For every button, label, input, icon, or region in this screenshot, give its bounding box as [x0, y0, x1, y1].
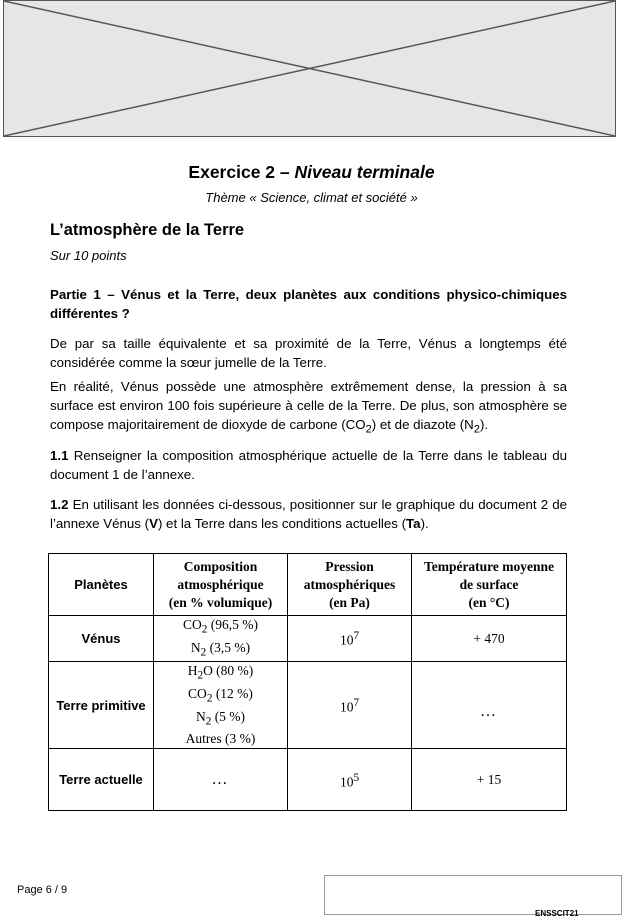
symbol-ta: Ta: [406, 516, 421, 531]
composition-line: Autres (3 %): [185, 731, 256, 747]
cell-composition: …: [154, 749, 288, 811]
exercise-theme: Thème « Science, climat et société »: [205, 190, 418, 205]
header-composition: [154, 554, 288, 616]
question-number: 1.1: [50, 448, 69, 463]
cell-pressure: $10^7$: [288, 662, 412, 749]
question-text: ).: [420, 516, 429, 531]
section-points: Sur 10 points: [50, 248, 127, 263]
question-1-1: [50, 446, 567, 484]
subscript: 2: [365, 423, 372, 436]
exercise-title: [0, 162, 623, 183]
cell-temperature: + 15: [412, 749, 567, 811]
header-temperature: [412, 554, 567, 616]
cell-temperature: + 470: [412, 616, 567, 662]
paragraph-intro: De par sa taille équivalente et sa proximité de la Terre, Vénus a longtemps été considérée comme la sœur jumelle de la Terre.: [50, 336, 567, 370]
document-code: ENSSCIT21: [535, 909, 579, 918]
cell-composition: [154, 616, 288, 662]
header-line: Pression: [325, 558, 374, 574]
composition-line: $H_2O$ (80 %): [187, 663, 254, 683]
exercise-level: Niveau terminale: [294, 162, 435, 182]
header-line: (en % volumique): [168, 594, 273, 610]
header-line: atmosphériques: [303, 576, 396, 592]
composition-line: $CO_2$ (12 %): [188, 686, 253, 705]
question-text: Renseigner la composition atmosphérique actuelle de la Terre dans le tableau du document 1 de l’annexe.: [50, 448, 567, 482]
table-row-current-earth: [49, 749, 567, 811]
header-line: (en °C): [468, 594, 510, 610]
header-planets: Planètes: [49, 554, 154, 616]
composition-line: $N_2$ (5 %): [195, 708, 246, 728]
header-line: (en Pa): [329, 594, 370, 610]
cell-planet-name: Vénus: [49, 616, 154, 662]
cross-lines: [4, 1, 615, 136]
cell-composition: [154, 662, 288, 749]
subscript: 2: [473, 423, 480, 436]
table-row-venus: [49, 616, 567, 662]
planet-data-table: [48, 553, 567, 811]
cell-planet-name: Terre primitive: [49, 662, 154, 749]
cell-planet-name: Terre actuelle: [49, 749, 154, 811]
table-header-row: [49, 554, 567, 616]
header-pressure: [288, 554, 412, 616]
composition-line: $CO_2$ (96,5 %): [182, 617, 258, 636]
question-text: En utilisant les données ci-dessous, positionner sur le graphique du document 2 de l’annexe Vénus (: [50, 497, 567, 531]
header-placeholder-box: [3, 0, 616, 137]
paragraph-venus-text: En réalité, Vénus possède une atmosphère extrêmement dense, la pression à sa surface est environ 100 fois supérieure à celle de la Terre. De plus, son atmosphère se compose majoritairement de dioxyde de carbone (CO: [50, 379, 567, 432]
table-row-primitive-earth: [49, 662, 567, 749]
paragraph-venus-text-end: ).: [479, 417, 489, 432]
header-line: de surface: [459, 576, 519, 592]
part1-heading: Partie 1 – Vénus et la Terre, deux planètes aux conditions physico-chimiques différentes ?: [50, 287, 567, 321]
question-number: 1.2: [50, 497, 69, 512]
question-1-2: [50, 495, 567, 533]
composition-line: $N_2$ (3,5 %): [190, 639, 251, 659]
paragraph-venus-atmosphere: [50, 377, 567, 440]
symbol-v: V: [149, 516, 158, 531]
cell-pressure: $10^5$: [288, 749, 412, 811]
section-title: L’atmosphère de la Terre: [50, 221, 245, 239]
exercise-title-prefix: Exercice 2 –: [188, 162, 290, 182]
header-line: Composition: [183, 558, 258, 574]
question-text: ) et la Terre dans les conditions actuelles (: [157, 516, 407, 531]
header-line: Température moyenne: [423, 558, 555, 574]
page-number: Page 6 / 9: [17, 884, 68, 896]
paragraph-venus-text-mid: ) et de diazote (N: [371, 417, 474, 432]
cell-temperature: …: [412, 662, 567, 749]
header-line: atmosphérique: [177, 576, 264, 592]
cell-pressure: $10^7$: [288, 616, 412, 662]
